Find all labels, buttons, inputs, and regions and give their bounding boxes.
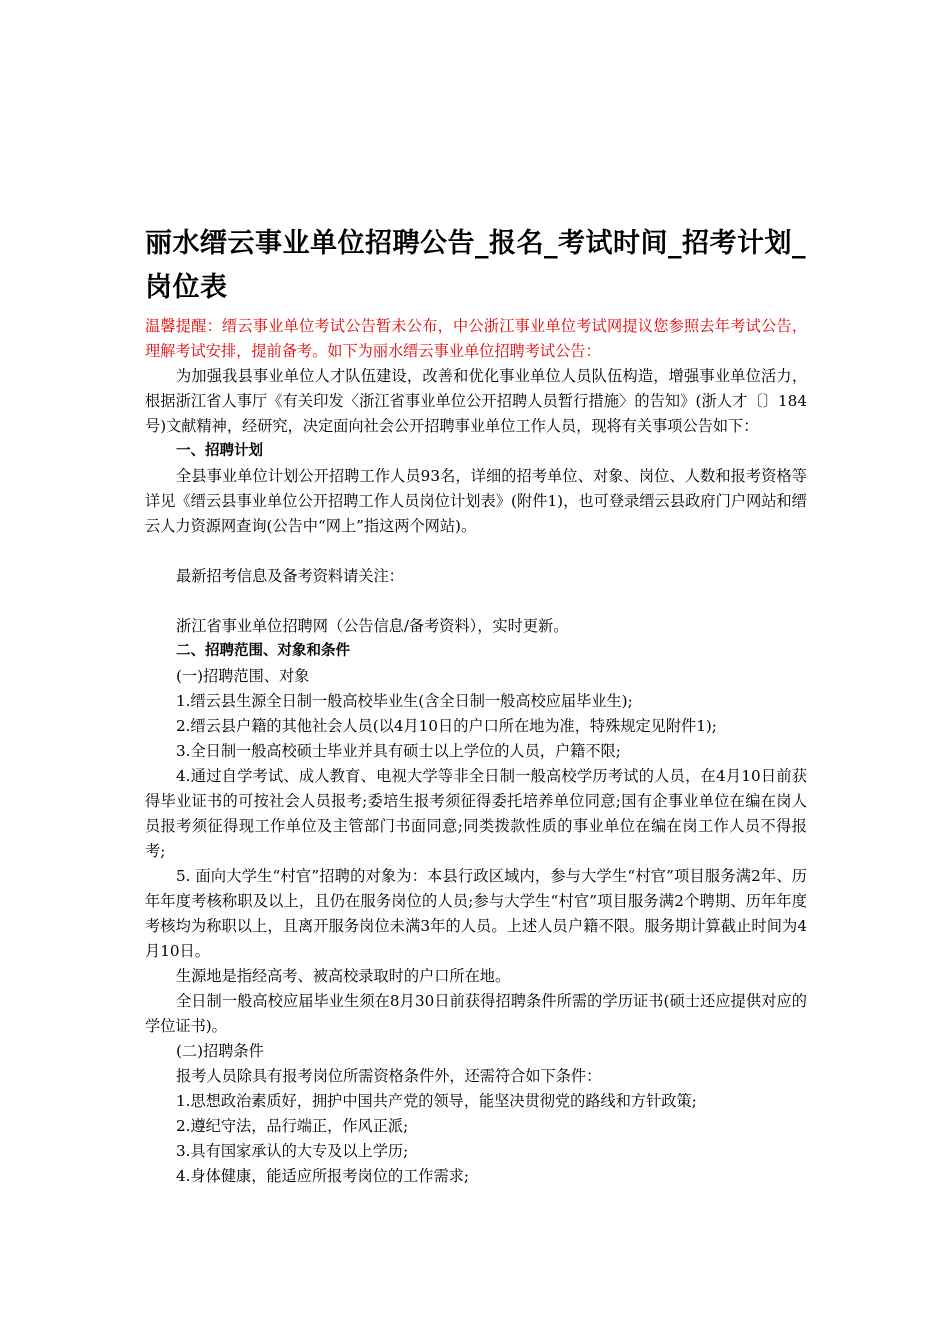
- document-title: 丽水缙云事业单位招聘公告_报名_考试时间_招考计划_岗位表: [145, 228, 806, 303]
- subsection2-heading: (二)招聘条件: [176, 1042, 264, 1060]
- section2-heading: 二、招聘范围、对象和条件: [176, 643, 350, 659]
- section1-paragraph: 全县事业单位计划公开招聘工作人员93名，详细的招考单位、对象、岗位、人数和报考资格等详见《缙云县事业单位公开招聘工作人员岗位计划表》(附件1)，也可登录缙云县政府门户网站和缙云人力资源网查询(公告中“网上”指这两个网站)。: [145, 467, 807, 535]
- list-item: 2.缙云县户籍的其他社会人员(以4月10日的户口所在地为准，特殊规定见附件1);: [176, 717, 717, 735]
- list-item: 1.缙云县生源全日制一般高校毕业生(含全日制一般高校应届毕业生);: [176, 692, 633, 710]
- list-item: 1.思想政治素质好，拥护中国共产党的领导，能坚决贯彻党的路线和方针政策;: [176, 1092, 697, 1110]
- notice-line-1: 最新招考信息及备考资料请关注：: [176, 567, 404, 585]
- reminder-text: 温馨提醒：缙云事业单位考试公告暂未公布，中公浙江事业单位考试网提议您参照去年考试公告，理解考试安排，提前备考。如下为丽水缙云事业单位招聘考试公告：: [145, 317, 807, 360]
- subsection1-heading: (一)招聘范围、对象: [176, 667, 310, 685]
- list-item: 4.通过自学考试、成人教育、电视大学等非全日制一般高校学历考试的人员，在4月10日前获得毕业证书的可按社会人员报考;委培生报考须征得委托培养单位同意;国有企事业单位在编在岗人员报考须征得现工作单位及主管部门书面同意;同类拨款性质的事业单位在编在岗工作人员不得报考;: [145, 767, 807, 860]
- list-item: 4.身体健康，能适应所报考岗位的工作需求;: [176, 1167, 469, 1185]
- document-page: [145, 222, 807, 1189]
- list-item: 生源地是指经高考、被高校录取时的户口所在地。: [176, 967, 511, 985]
- subsection2-intro: 报考人员除具有报考岗位所需资格条件外，还需符合如下条件：: [176, 1067, 602, 1085]
- intro-paragraph: 为加强我县事业单位人才队伍建设，改善和优化事业单位人员队伍构造，增强事业单位活力，根据浙江省人事厅《有关印发〈浙江省事业单位公开招聘人员暂行措施〉的告知》(浙人才〔〕184号)文献精神，经研究，决定面向社会公开招聘事业单位工作人员，现将有关事项公告如下：: [145, 367, 807, 435]
- list-item: 全日制一般高校应届毕业生须在8月30日前获得招聘条件所需的学历证书(硕士还应提供对应的学位证书)。: [145, 992, 807, 1035]
- section1-heading: 一、招聘计划: [176, 443, 263, 459]
- list-item: 2.遵纪守法，品行端正，作风正派;: [176, 1117, 409, 1135]
- notice-line-2: 浙江省事业单位招聘网（公告信息/备考资料），实时更新。: [176, 617, 569, 635]
- list-item: 5. 面向大学生“村官”招聘的对象为：本县行政区域内，参与大学生“村官”项目服务满2年、历年年度考核称职及以上，且仍在服务岗位的人员;参与大学生“村官”项目服务满2个聘期、历年年度考核均为称职以上，且离开服务岗位未满3年的人员。上述人员户籍不限。服务期计算截止时间为4月10日。: [145, 867, 807, 960]
- list-item: 3.具有国家承认的大专及以上学历;: [176, 1142, 409, 1160]
- list-item: 3.全日制一般高校硕士毕业并具有硕士以上学位的人员，户籍不限;: [176, 742, 621, 760]
